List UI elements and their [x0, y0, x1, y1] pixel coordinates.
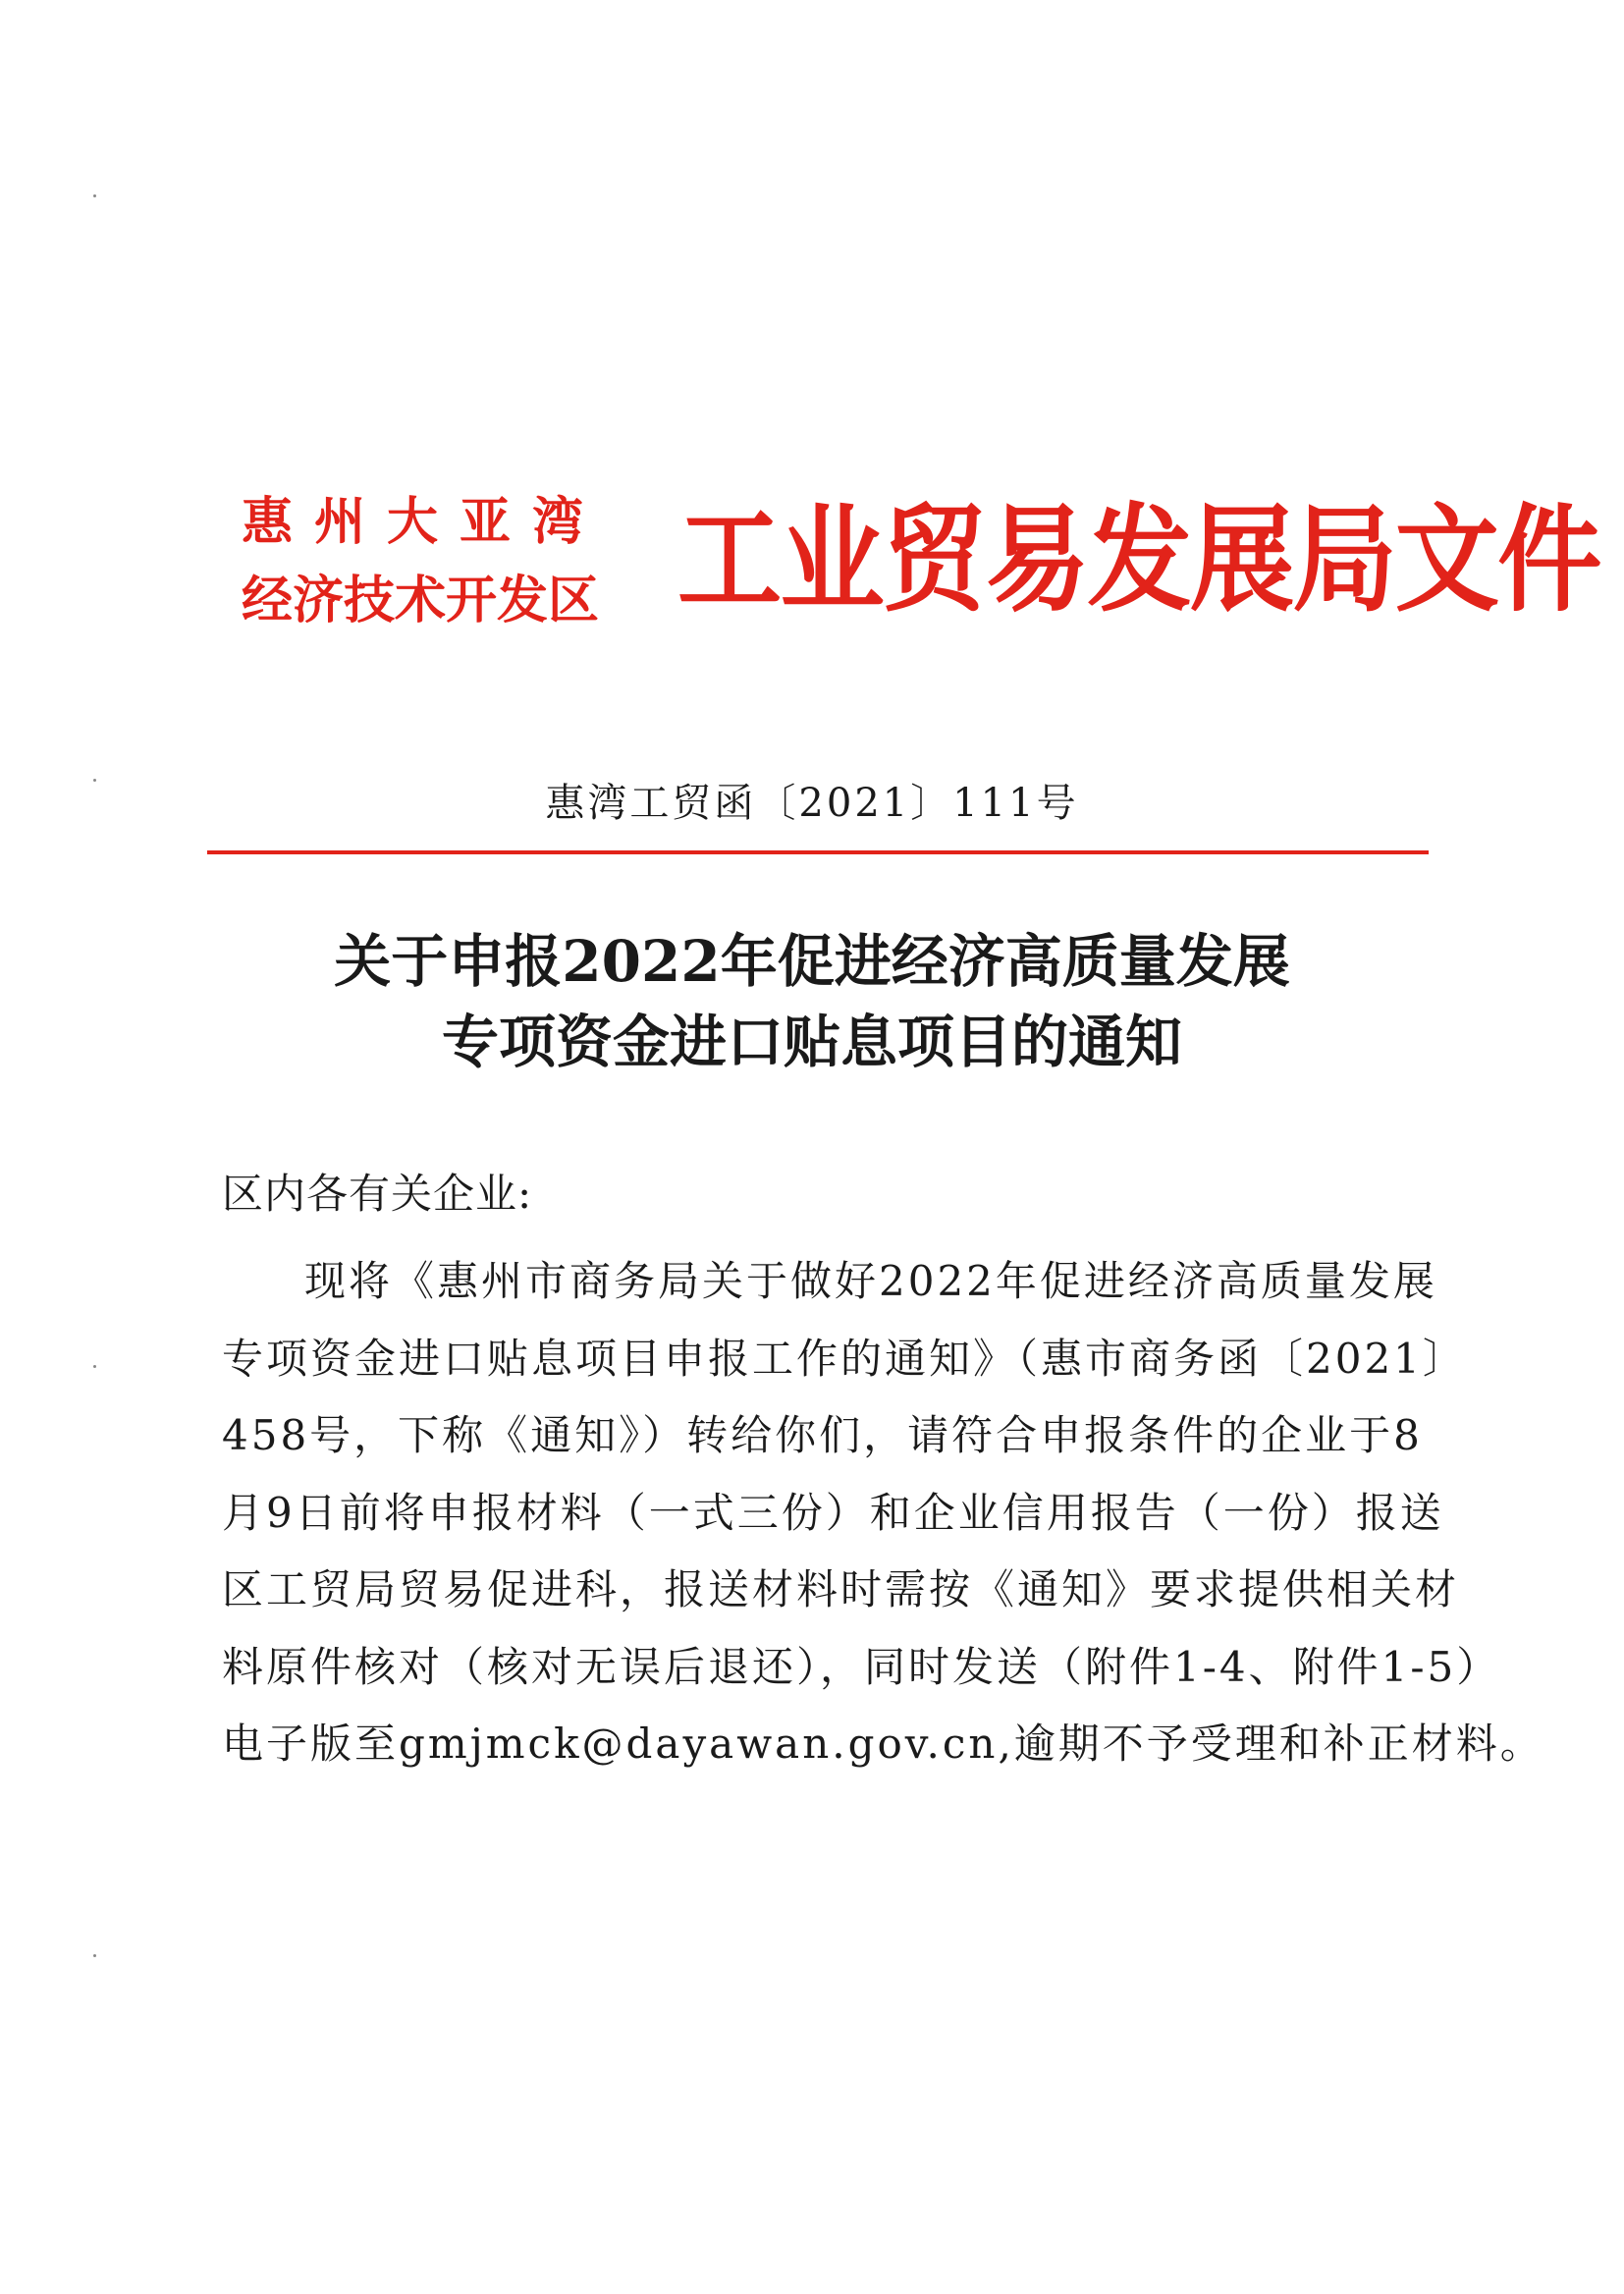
notice-title: [0, 921, 1624, 1082]
document-header-title: 工业贸易发展局文件: [677, 492, 1600, 628]
organization-name-line-1: 惠州大亚湾: [242, 492, 606, 552]
notice-title-line-2: 专项资金进口贴息项目的通知: [441, 1009, 1182, 1075]
notice-title-line-1: 关于申报2022年促进经济高质量发展: [334, 928, 1290, 995]
scan-speck: [93, 779, 96, 782]
body-line: 458号，下称《通知》）转给你们，请符合申报条件的企业于8: [222, 1411, 1423, 1459]
body-paragraph: [222, 1243, 1544, 1783]
body-line: 专项资金进口贴息项目申报工作的通知》（惠市商务函〔2021〕: [222, 1334, 1467, 1383]
scan-speck: [93, 194, 96, 197]
red-divider-line: [207, 850, 1429, 854]
body-line: 现将《惠州市商务局关于做好2022年促进经济高质量发展: [304, 1257, 1437, 1305]
organization-name-line-2: 经济技术开发区: [242, 571, 600, 630]
salutation: 区内各有关企业:: [222, 1170, 533, 1218]
body-line: 料原件核对（核对无误后退还），同时发送（附件1-4、附件1-5）: [222, 1642, 1501, 1691]
document-number: 惠湾工贸函〔2021〕111号: [545, 781, 1079, 826]
scan-speck: [93, 1365, 96, 1368]
issuing-organization: [242, 483, 654, 640]
scan-speck: [93, 1954, 96, 1957]
body-line: 区工贸局贸易促进科，报送材料时需按《通知》要求提供相关材: [222, 1565, 1460, 1613]
body-line: 电子版至gmjmck@dayawan.gov.cn,逾期不予受理和补正材料。: [222, 1720, 1544, 1768]
body-line: 月9日前将申报材料（一式三份）和企业信用报告（一份）报送: [222, 1488, 1444, 1537]
